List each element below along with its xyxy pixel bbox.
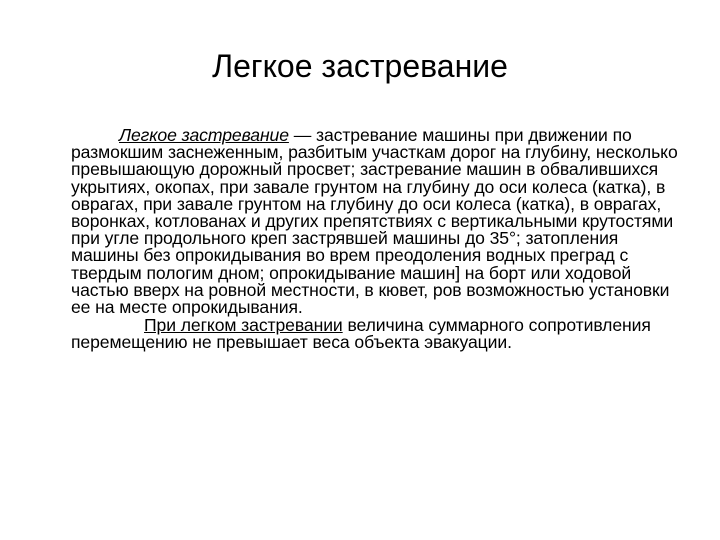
slide-body <box>71 127 681 352</box>
defined-term: Легкое застревание <box>119 125 289 145</box>
resistance-text: величина суммарного сопротивления перемещению не превышает веса объекта эвакуации. <box>71 315 651 353</box>
paragraph-definition <box>71 127 681 316</box>
definition-text: — застревание машины при движении по размокшим заснеженным, разбитым участкам дорог на глубину, несколько превышающую дорожный просвет; застревание машин в обвалившихся укрытиях, окопах, при завале грунтом на глубину до оси колеса (катка), в оврагах, при завале грунтом на глубину до оси колеса (катка), в оврагах, воронках, котлованах и других препятствиях с вертикальными крутостями при угле продольного креп застрявшей машины до 35°; затопления машины без опрокидывания во врем преодоления водных преград с твердым пологим дном; опрокидывание машин] на борт или ходовой частью вверх на ровной местности, в кювет, ров возможностью установки ее на месте опрокидывания. <box>71 125 678 318</box>
paragraph-resistance <box>71 317 681 351</box>
resistance-lead: При легком застревании <box>144 315 343 336</box>
slide-title: Легкое застревание <box>212 48 508 84</box>
